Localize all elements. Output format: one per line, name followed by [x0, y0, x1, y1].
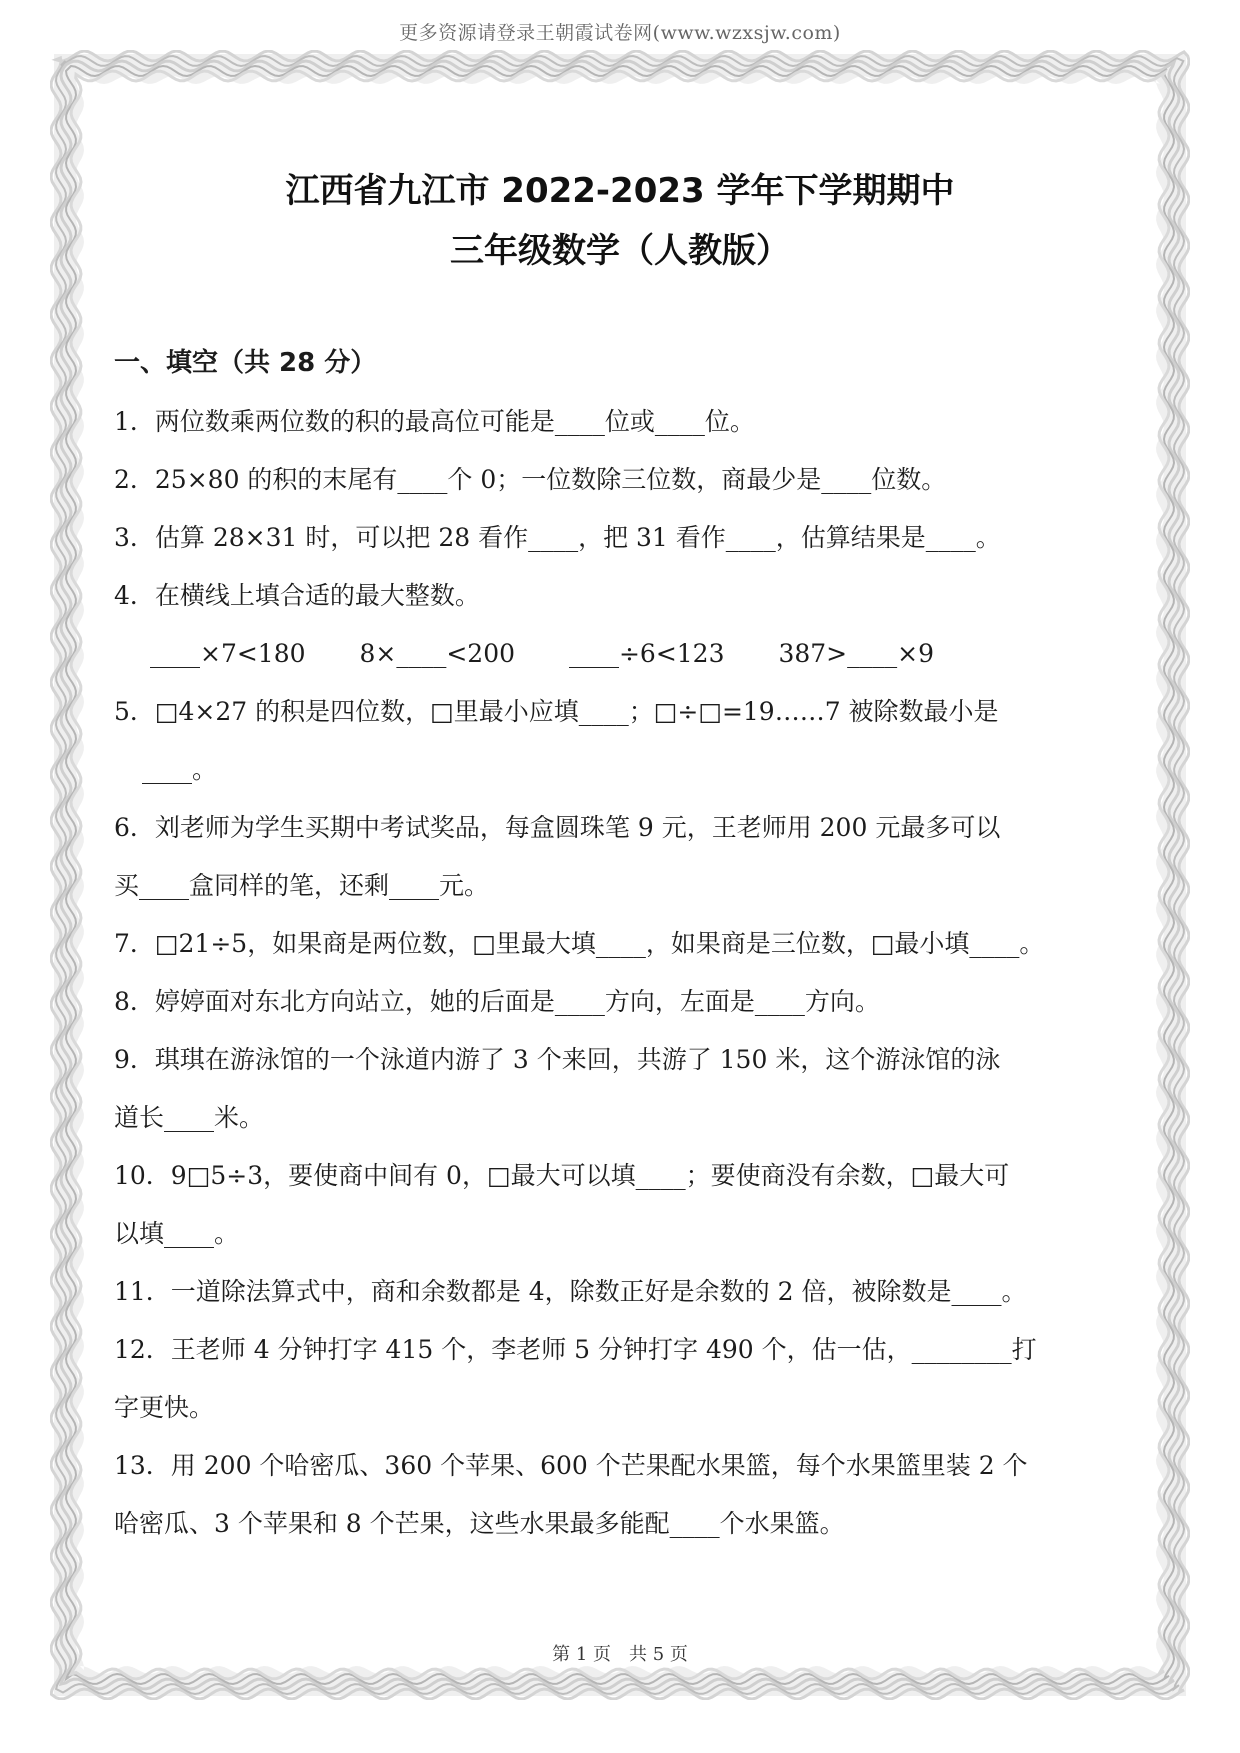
question-6-line1: 6．刘老师为学生买期中考试奖品，每盒圆珠笔 9 元，王老师用 200 元最多可以 — [114, 813, 1001, 842]
question-13-line1: 13．用 200 个哈密瓜、360 个苹果、600 个芒果配水果篮，每个水果篮里装 2 个 — [114, 1451, 1028, 1480]
exam-content — [114, 343, 1129, 1553]
question-9-line1: 9．琪琪在游泳馆的一个泳道内游了 3 个来回，共游了 150 米，这个游泳馆的泳 — [114, 1045, 1001, 1074]
page-footer: 第 1 页 共 5 页 — [552, 1644, 688, 1665]
section-heading: 一、填空（共 28 分） — [114, 348, 377, 378]
question-4-item: 8×____<200 — [359, 639, 516, 668]
top-source-note: 更多资源请登录王朝霞试卷网(www.wzxsjw.com) — [399, 22, 841, 44]
question-10-line1: 10．9□5÷3，要使商中间有 0，□最大可以填____；要使商没有余数，□最大可 — [114, 1161, 1010, 1190]
question-2: 2．25×80 的积的末尾有____个 0；一位数除三位数，商最少是____位数。 — [114, 465, 947, 494]
question-11: 11．一道除法算式中，商和余数都是 4，除数正好是余数的 2 倍，被除数是____。 — [114, 1277, 1027, 1306]
question-5-line1: 5．□4×27 的积是四位数，□里最小应填____；□÷□=19……7 被除数最小是 — [114, 697, 999, 726]
exam-title-line2: 三年级数学（人教版） — [450, 231, 790, 271]
question-4-item: ____×7<180 — [150, 639, 306, 668]
question-9-line2: 道长____米。 — [114, 1103, 265, 1132]
question-1: 1．两位数乘两位数的积的最高位可能是____位或____位。 — [114, 407, 755, 436]
question-10-line2: 以填____。 — [114, 1219, 240, 1248]
question-12-line1: 12．王老师 4 分钟打字 415 个，李老师 5 分钟打字 490 个，估一估，________打 — [114, 1335, 1037, 1364]
question-3: 3．估算 28×31 时，可以把 28 看作____，把 31 看作____，估算结果是____。 — [114, 523, 1001, 552]
question-4-item: 387>____×9 — [778, 639, 934, 668]
question-6-line2: 买____盒同样的笔，还剩____元。 — [114, 871, 490, 900]
question-8: 8．婷婷面对东北方向站立，她的后面是____方向，左面是____方向。 — [114, 987, 880, 1016]
question-7: 7．□21÷5，如果商是两位数，□里最大填____，如果商是三位数，□最小填____。 — [114, 929, 1045, 958]
question-13-line2: 哈密瓜、3 个苹果和 8 个芒果，这些水果最多能配____个水果篮。 — [114, 1509, 845, 1538]
question-4-item: ____÷6<123 — [568, 639, 725, 668]
question-4: 4．在横线上填合适的最大整数。 — [114, 581, 480, 610]
question-12-line2: 字更快。 — [114, 1393, 215, 1422]
exam-title-line1: 江西省九江市 2022-2023 学年下学期期中 — [285, 171, 955, 211]
question-4-items — [114, 625, 1129, 683]
question-5-line2: ____。 — [142, 755, 218, 784]
